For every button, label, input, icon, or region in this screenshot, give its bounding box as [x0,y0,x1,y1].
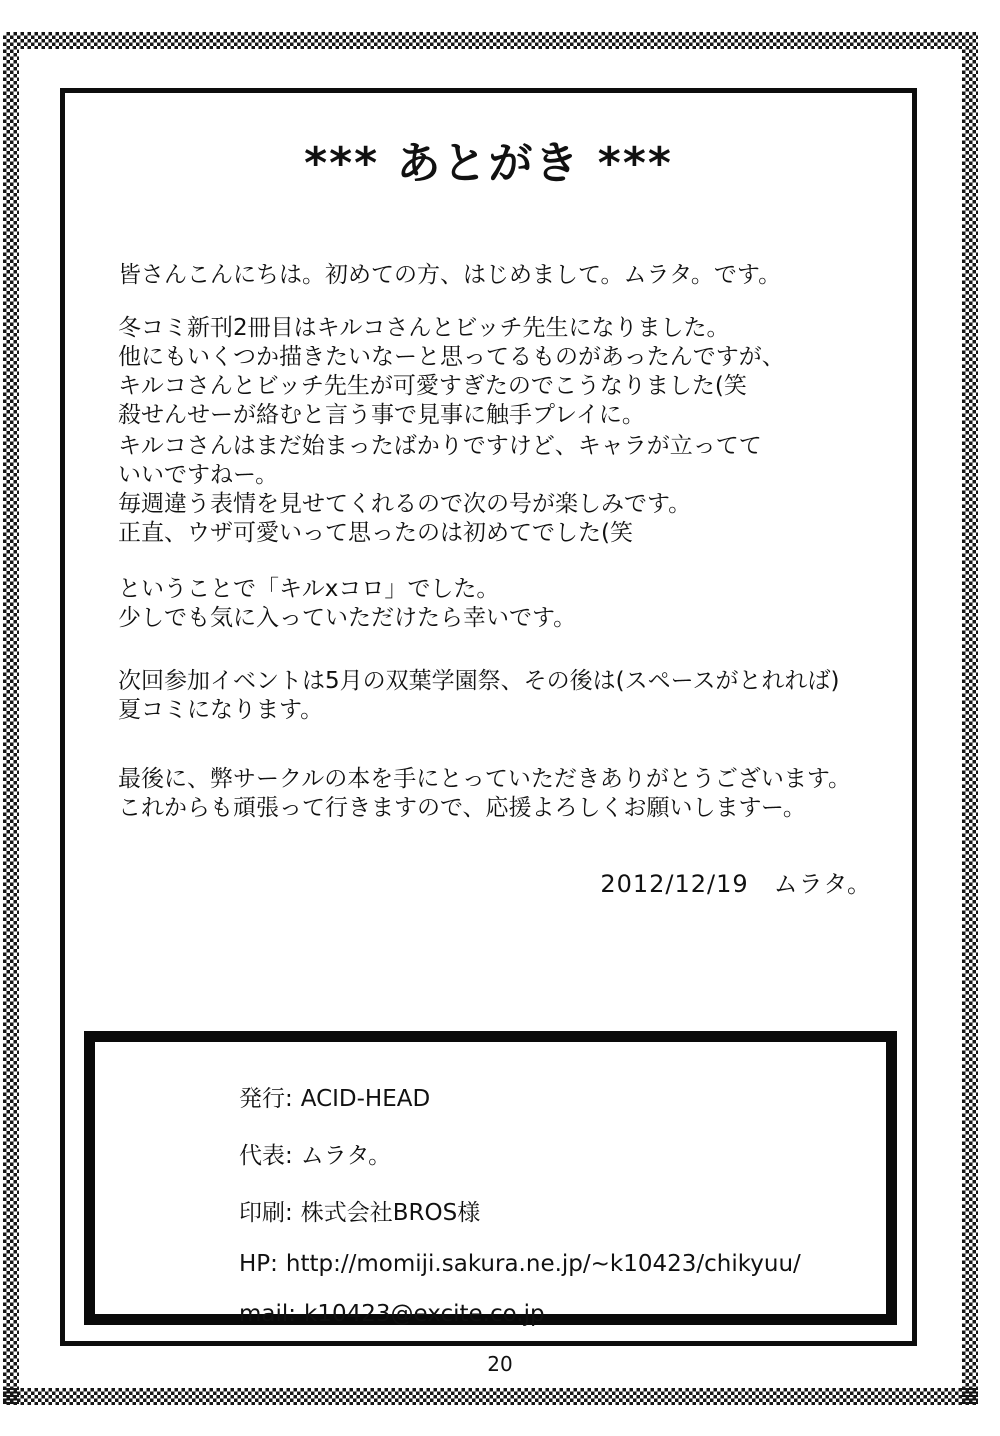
colophon-row-publisher [239,1080,886,1113]
text-line: 毎週違う表情を見せてくれるので次の号が楽しみです。 [118,490,692,517]
colophon-label: 代表: [239,1143,293,1169]
text-line: 冬コミ新刊2冊目はキルコさんとビッチ先生になりました。 [118,314,730,341]
text-line: 夏コミになります。 [118,696,324,723]
colophon-row-representative [239,1137,886,1170]
text-line: 他にもいくつか描きたいなーと思ってるものがあったんですが、 [118,343,785,370]
paragraph-closing [118,575,872,633]
paragraph-thanks [118,765,872,823]
paragraph-greeting [118,261,872,290]
halftone-border-left [3,32,19,1405]
colophon-box [84,1031,897,1325]
colophon-label: mail: [239,1301,297,1327]
text-line: キルコさんはまだ始まったばかりですけど、キャラが立ってて [118,432,762,459]
text-line: 殺せんせーが絡むと言う事で見事に触手プレイに。 [118,401,645,428]
paragraph-character [118,432,872,548]
colophon-row-homepage [239,1251,886,1277]
colophon-email: k10423@excite.co.jp [304,1301,545,1327]
colophon-label: 印刷: [239,1200,293,1226]
colophon-row-mail [239,1301,886,1327]
paragraph-new-book [118,314,872,430]
colophon-value: ACID-HEAD [300,1086,431,1112]
text-line: ということで「キルxコロ」でした。 [118,575,500,602]
paragraph-next-event [118,667,872,725]
text-line: 最後に、弊サークルの本を手にとっていただきありがとうございます。 [118,765,852,792]
colophon-label: HP: [239,1251,278,1277]
halftone-border-right [962,32,978,1405]
text-line: 次回参加イベントは5月の双葉学園祭、その後は(スペースがとれれば) [118,667,840,694]
text-line: いいですねー。 [118,461,279,488]
halftone-border-bottom [3,1388,978,1405]
colophon-row-printer [239,1194,886,1227]
text-line: キルコさんとビッチ先生が可愛すぎたのでこうなりました(笑 [118,372,747,399]
text-line: 少しでも気に入っていただけたら幸いです。 [118,604,577,631]
colophon-label: 発行: [239,1086,293,1112]
page-title: *** あとがき *** [304,138,673,189]
afterword-body [65,261,912,899]
colophon-url: http://momiji.sakura.ne.jp/~k10423/chikyuu/ [285,1251,801,1277]
text-line: 皆さんこんにちは。初めての方、はじめまして。ムラタ。です。 [118,261,782,288]
text-line: 正直、ウザ可愛いって思ったのは初めてでした(笑 [118,519,633,546]
text-line: これからも頑張って行きますので、応援よろしくお願いしますー。 [118,794,806,821]
colophon-value: ムラタ。 [300,1143,392,1169]
halftone-border-top [3,32,978,49]
signature-date: 2012/12/19 ムラタ。 [600,869,872,898]
colophon-value: 株式会社BROS様 [300,1200,481,1226]
page-number: 20 [487,1352,513,1376]
